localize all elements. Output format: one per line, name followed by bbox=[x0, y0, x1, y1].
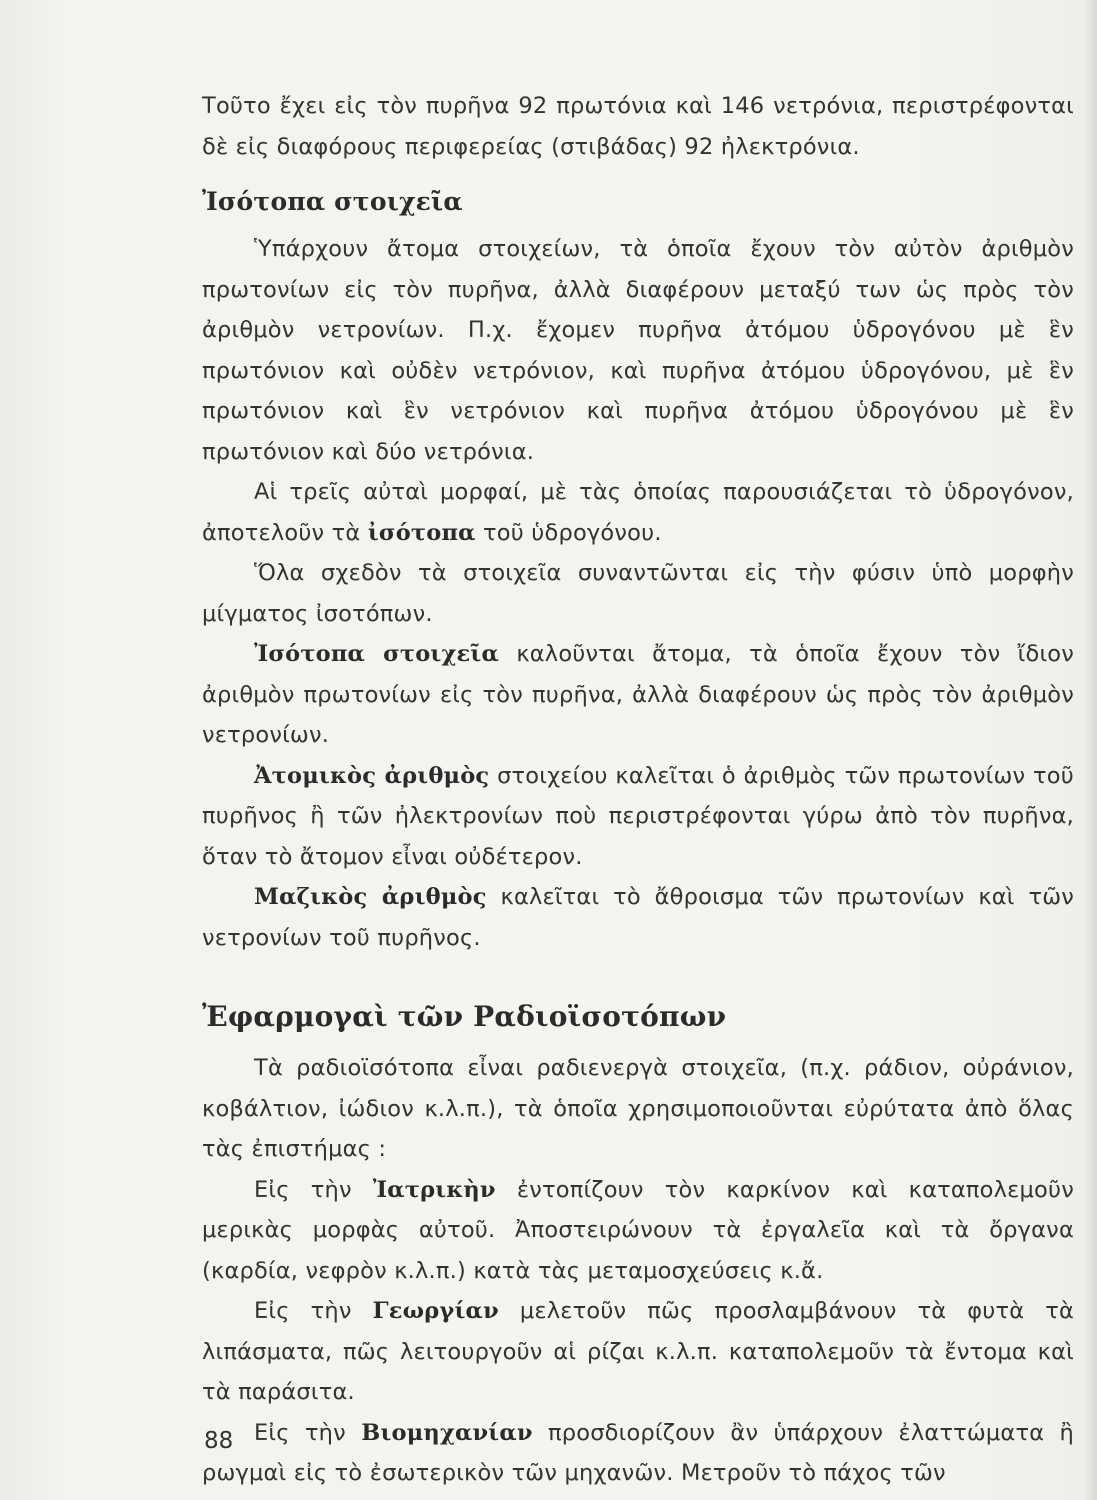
intro-paragraph: Τοῦτο ἔχει εἰς τὸν πυρῆνα 92 πρωτόνια καὶ 146 νετρόνια, περιστρέφονται δὲ εἰς διαφόρους περιφερείας (στιβάδας) 92 ἠλεκτρόνια. bbox=[202, 93, 1074, 160]
isotopa-p2-after: τοῦ ὑδρογόνου. bbox=[483, 519, 662, 546]
application-medicine-text: ἐντοπίζουν τὸν καρκίνον καὶ καταπολεμοῦν μερικὰς μορφὰς αὐτοῦ. Ἀποστειρώνουν τὰ ἐργαλεῖα καὶ τὰ ὄργανα (καρδία, νεφρὸν κ.λ.π.) κατὰ τὰς μεταμοσχεύσεις κ.ἄ. bbox=[202, 1176, 1074, 1284]
application-medicine-prefix: Εἰς τὴν bbox=[254, 1176, 352, 1203]
definition-atomic-number bbox=[202, 756, 1074, 878]
heading-efarmogai: Ἐφαρμογαὶ τῶν Ραδιοϊσοτόπων bbox=[202, 1000, 727, 1033]
efarmogai-paragraph-1: Τὰ ραδιοϊσότοπα εἶναι ραδιενεργὰ στοιχεῖα, (π.χ. ράδιον, οὐράνιον, κοβάλτιον, ἰώδιον κ.λ.π.), τὰ ὁποῖα χρησιμοποιοῦνται εὐρύτατα ἀπὸ ὅλας τὰς ἐπιστήμας : bbox=[202, 1055, 1074, 1162]
isotopa-paragraph-1: Ὑπάρχουν ἄτομα στοιχείων, τὰ ὁποῖα ἔχουν τὸν αὐτὸν ἀριθμὸν πρωτονίων εἰς τὸν πυρῆνα, ἀλλὰ διαφέρουν μεταξύ των ὡς πρὸς τὸν ἀριθμὸν νετρονίων. Π.χ. ἔχομεν πυρῆνα ἀτόμου ὑδρογόνου μὲ ἓν πρωτόνιον καὶ οὐδὲν νετρόνιον, καὶ πυρῆνα ἀτόμου ὑδρογόνου, μὲ ἓν πρωτόνιον καὶ ἓν νετρόνιον καὶ πυρῆνα ἀτόμου ὑδρογόνου μὲ ἓν πρωτόνιον καὶ δύο νετρόνια. bbox=[202, 236, 1074, 465]
application-industry-prefix: Εἰς τὴν bbox=[254, 1419, 346, 1446]
application-industry-text: προσδιορίζουν ἂν ὑπάρχουν ἐλαττώματα ἢ ρωγμαὶ εἰς τὸ ἐσωτερικὸν τῶν μηχανῶν. Μετροῦν τὸ πάχος τῶν bbox=[202, 1419, 1074, 1486]
page-content bbox=[202, 86, 1074, 1494]
page-number: 88 bbox=[204, 1428, 234, 1454]
application-medicine-term: Ἰατρικὴν bbox=[372, 1176, 496, 1203]
definition-isotopa bbox=[202, 634, 1074, 756]
heading-isotopa: Ἰσότοπα στοιχεῖα bbox=[202, 187, 463, 216]
definition-mass-number bbox=[202, 877, 1074, 958]
application-industry bbox=[202, 1413, 1074, 1494]
application-agriculture-text: μελετοῦν πῶς προσλαμβάνουν τὰ φυτὰ τὰ λιπάσματα, πῶς λειτουργοῦν αἱ ρίζαι κ.λ.π. καταπολεμοῦν τὰ ἔντομα καὶ τὰ παράσιτα. bbox=[202, 1298, 1075, 1405]
isotopa-p2-before: Αἱ τρεῖς αὐταὶ μορφαί, μὲ τὰς ὁποίας παρουσιάζεται τὸ ὑδρογόνον, ἀποτελοῦν τὰ bbox=[202, 479, 1074, 546]
isotopa-p2-term: ἰσότοπα bbox=[367, 519, 476, 546]
application-industry-term: Βιομηχανίαν bbox=[361, 1419, 533, 1446]
definition-isotopa-text: καλοῦνται ἄτομα, τὰ ὁποῖα ἔχουν τὸν ἴδιον ἀριθμὸν πρωτονίων εἰς τὸν πυρῆνα, ἀλλὰ διαφέρουν ὡς πρὸς τὸν ἀριθμὸν νετρονίων. bbox=[202, 641, 1075, 748]
definition-mass-number-term: Μαζικὸς ἀριθμὸς bbox=[254, 884, 487, 910]
definition-atomic-number-term: Ἀτομικὸς ἀριθμὸς bbox=[254, 762, 490, 789]
definition-isotopa-term: Ἰσότοπα στοιχεῖα bbox=[254, 641, 499, 667]
application-medicine bbox=[202, 1170, 1074, 1292]
definition-mass-number-text: καλεῖται τὸ ἄθροισμα τῶν πρωτονίων καὶ τῶν νετρονίων τοῦ πυρῆνος. bbox=[202, 884, 1075, 951]
isotopa-paragraph-2 bbox=[202, 472, 1074, 553]
application-agriculture-term: Γεωργίαν bbox=[372, 1298, 499, 1324]
definition-atomic-number-text: στοιχείου καλεῖται ὁ ἀριθμὸς τῶν πρωτονίων τοῦ πυρῆνος ἢ τῶν ἠλεκτρονίων ποὺ περιστρέφονται γύρω ἀπὸ τὸν πυρῆνα, ὅταν τὸ ἄτομον εἶναι οὐδέτερον. bbox=[202, 762, 1074, 870]
isotopa-paragraph-3: Ὅλα σχεδὸν τὰ στοιχεῖα συναντῶνται εἰς τὴν φύσιν ὑπὸ μορφὴν μίγματος ἰσοτόπων. bbox=[202, 560, 1074, 627]
application-agriculture-prefix: Εἰς τὴν bbox=[254, 1298, 352, 1324]
page-edge-shadow bbox=[1083, 0, 1097, 1500]
application-agriculture bbox=[202, 1291, 1074, 1413]
